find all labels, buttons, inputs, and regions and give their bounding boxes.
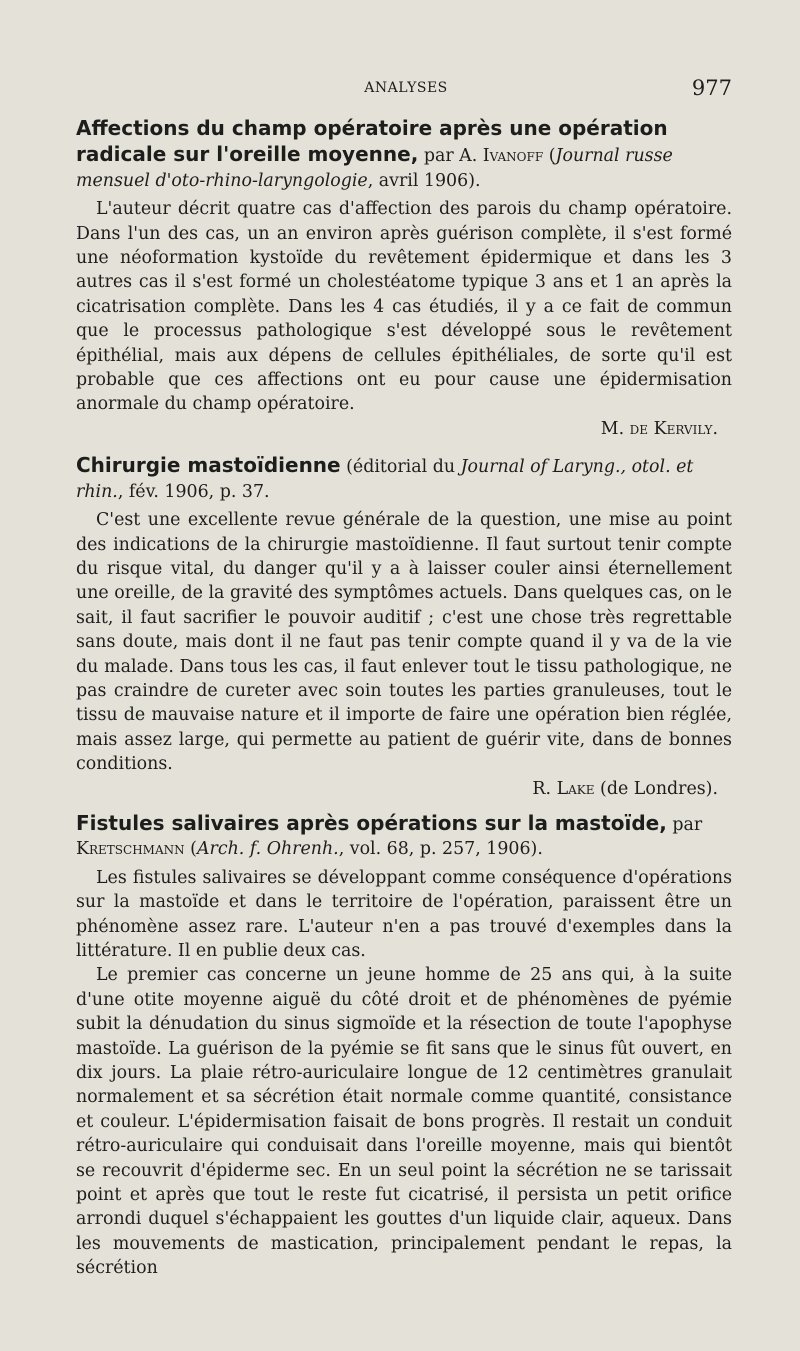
page-number: 977 [691, 76, 732, 100]
article-title: Affections du champ opératoire après une opération radicale sur l'oreille moyenne, [76, 116, 668, 167]
running-head: ANALYSES [364, 80, 448, 96]
signature-name: Lake [556, 778, 595, 799]
article-paragraph: L'auteur décrit quatre cas d'affection des parois du champ opératoire. Dans l'un des cas, un an environ après guérison complète, il s'est formé une néoformation kystoïde du revêtement épidermique et dans les 3 autres cas il s'est formé un cholestéatome typique 3 ans et 1 an après la cicatrisation complète. Dans les 4 cas étudiés, il y a ce fait de commun que le processus pathologique s'est développé sous le revêtement épithélial, mais aux dépens de cellules épithéliales, de sorte qu'il est probable que ces affections ont eu pour cause une épidermisation anormale du champ opératoire. [76, 199, 732, 415]
signature-initial: R. [532, 778, 557, 799]
byline-author: Kretschmann [76, 839, 185, 860]
article-heading [76, 453, 732, 504]
article-title: Fistules salivaires après opérations sur la mastoïde, [76, 810, 667, 835]
article-chirurgie-mastoidienne [76, 453, 732, 801]
reference-prefix: (éditorial du [340, 457, 461, 478]
reference-details: , avril 1906). [367, 170, 481, 191]
reference-details: , fév. 1906, p. 37. [117, 481, 270, 502]
article-signature [76, 777, 732, 801]
reference-details: , vol. 68, p. 257, 1906). [338, 839, 543, 860]
article-affections [76, 116, 732, 441]
article-heading [76, 811, 732, 862]
article-paragraph: C'est une excellente revue générale de la question, une mise au point des indications de la chirurgie mastoïdienne. Il faut surtout tenir compte du risque vital, du danger qu'il y a à laisser couler ainsi éternellement une oreille, de la gravité des symptômes actuels. Dans quelques cas, on le sait, il faut sacrifier le pouvoir auditif ; c'est une chose très regrettable sans doute, mais dont il ne faut pas tenir compte quand il y va de la vie du malade. Dans tous les cas, il faut enlever tout le tissu pathologique, ne pas craindre de cureter avec soin toutes les parties granuleuses, tout le tissu de mauvaise nature et il importe de faire une opération bien réglée, mais assez large, qui permette au patient de guérir vite, dans de bonnes conditions. [76, 510, 732, 775]
article-heading [76, 116, 732, 193]
signature-particle: de [629, 418, 649, 439]
article-signature [76, 417, 732, 441]
reference-journal: Arch. f. Ohrenh. [196, 839, 339, 860]
page-header [80, 76, 732, 102]
reference-open: ( [184, 839, 197, 860]
signature-name: Kervily. [653, 418, 718, 439]
article-paragraph: Le premier cas concerne un jeune homme de 25 ans qui, à la suite d'une otite moyenne aiguë du côté droit et de phénomènes de pyémie subit la dénudation du sinus sigmoïde et la résection de toute l'apophyse mastoïde. La guérison de la pyémie se fit sans que le sinus fût ouvert, en dix jours. La plaie rétro-auriculaire longue de 12 centimètres granulait normalement et sa sécrétion était normale comme quantité, consistance et couleur. L'épidermisation faisait de bons progrès. Il restait un conduit rétro-auriculaire qui conduisait dans l'oreille moyenne, mais qui bientôt se recouvrit d'épiderme sec. En un seul point la sécrétion ne se tarissait point et après que tout le reste fut cicatrisé, il persista un petit orifice arrondi duquel s'échappaient les gouttes d'un liquide clair, aqueux. Dans les mouvements de mastication, principalement pendant le repas, la sécrétion [76, 965, 732, 1279]
page-content [76, 116, 732, 1281]
reference-journal: Journal of Laryng., otol. et rhin. [76, 457, 694, 502]
article-fistules-salivaires [76, 811, 732, 1281]
byline-prefix: par A. [423, 146, 483, 167]
article-paragraph: Les fistules salivaires se développant comme conséquence d'opérations sur la mastoïde et dans le territoire de l'opération, paraissent être un phénomène assez rare. L'auteur n'en a pas trouvé d'exemples dans la littérature. Il en publie deux cas. [76, 867, 732, 961]
article-title: Chirurgie mastoïdienne [76, 453, 341, 478]
byline-author: Ivanoff [482, 146, 544, 167]
byline-prefix: par [672, 814, 703, 835]
reference-journal: Journal russe mensuel d'oto-rhino-laryngologie [76, 146, 673, 191]
signature-initial: M. [600, 418, 630, 439]
reference-open: ( [548, 146, 556, 167]
signature-location: (de Londres). [594, 778, 718, 799]
